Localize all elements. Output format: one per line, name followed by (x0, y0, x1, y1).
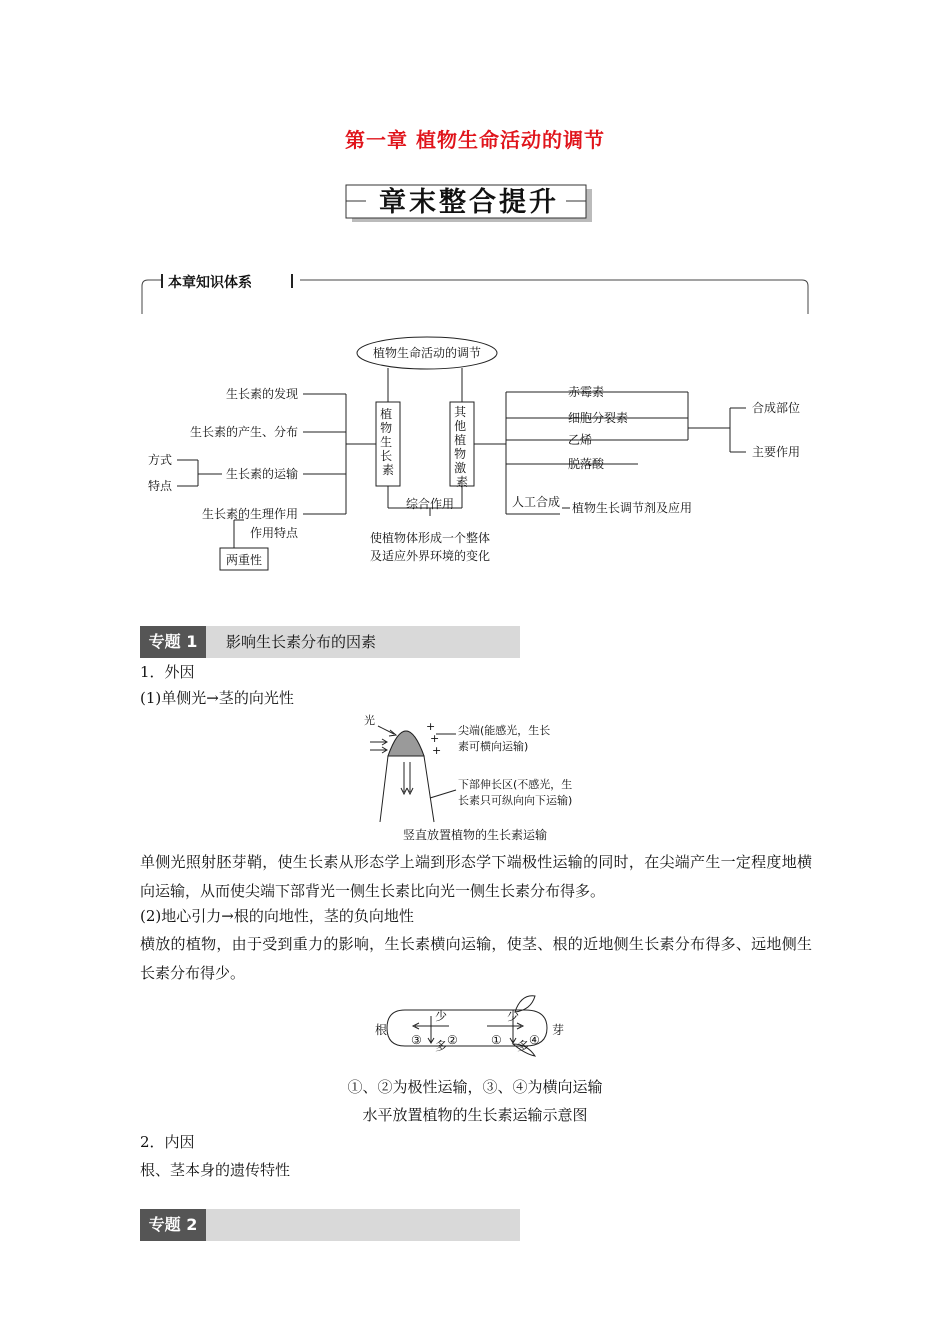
lower-label-line1: 下部伸长区(不感光，生 (458, 778, 573, 791)
light-label: 光 (364, 714, 375, 727)
mark-3: ③ (411, 1033, 422, 1047)
tip-label-line2: 素可横向运输) (458, 740, 529, 753)
artificial-synthesis: 人工合成 (512, 495, 561, 509)
auxin-box: 植 物 生 长 素 (380, 407, 395, 477)
topic1-tag: 专题 1 (140, 626, 206, 658)
svg-text:+: + (432, 744, 442, 757)
hormone-gibberellin: 赤霉素 (568, 385, 605, 399)
hormone-ethylene: 乙烯 (568, 433, 593, 447)
horizontal-plant-figure (375, 990, 575, 1060)
growth-regulators: 植物生长调节剂及应用 (572, 501, 693, 515)
effect-feature: 作用特点 (250, 526, 299, 540)
left-item-production: 生长素的产生、分布 (189, 425, 298, 439)
gravity-heading: (2)地心引力→根的向地性，茎的负向地性 (140, 907, 414, 925)
external-factor-heading: 1．外因 (140, 663, 195, 681)
mark-4: ④ (529, 1033, 540, 1047)
horizontal-figure-caption1: ①、②为极性运输，③、④为横向运输 (347, 1078, 603, 1096)
vertical-plant-caption: 竖直放置植物的生长素运输 (402, 828, 547, 842)
unilateral-light-heading: (1)单侧光→茎的向光性 (140, 689, 294, 707)
topic2-tag: 专题 2 (140, 1209, 206, 1241)
left-item-transport: 生长素的运输 (225, 467, 298, 481)
left-item-discovery: 生长素的发现 (225, 387, 298, 401)
vertical-plant-figure (360, 712, 600, 824)
right-more-label: 多 (517, 1039, 530, 1053)
knowledge-section-title: 本章知识体系 (168, 275, 252, 291)
gravity-paragraph: 横放的植物，由于受到重力的影响，生长素横向运输，使茎、根的近地侧生长素分布得多、远地侧生长素分布得少。 (140, 935, 812, 982)
lower-label-line2: 长素只可纵向向下运输) (458, 794, 573, 807)
internal-factor-heading: 2．内因 (140, 1133, 195, 1151)
left-more-label: 多 (435, 1039, 448, 1053)
tip-label-line1: 尖端(能感光，生长 (458, 724, 551, 737)
topic1-title: 影响生长素分布的因素 (226, 633, 377, 651)
transport-feature: 特点 (148, 479, 173, 493)
combined-result-line2: 及适应外界环境的变化 (369, 549, 491, 563)
internal-factor-text: 根、茎本身的遗传特性 (140, 1161, 291, 1179)
other-hormones-box: 其 他 植 物 激 素 (454, 405, 469, 489)
transport-mode: 方式 (148, 453, 173, 467)
hormone-abscisic-acid: 脱落酸 (568, 457, 605, 471)
bud-label: 芽 (552, 1023, 565, 1037)
mark-1: ① (491, 1033, 502, 1047)
horizontal-figure-caption2: 水平放置植物的生长素运输示意图 (362, 1106, 588, 1124)
left-item-physiology: 生长素的生理作用 (201, 507, 298, 521)
hormone-cytokinin: 细胞分裂素 (568, 411, 629, 425)
hormone-aspect-site: 合成部位 (752, 401, 801, 415)
left-less-label: 少 (435, 1009, 448, 1023)
knowledge-diagram (140, 330, 820, 580)
banner-title: 章末整合提升 (379, 187, 559, 218)
root-label: 根 (375, 1023, 388, 1037)
svg-text:+: + (426, 720, 436, 733)
dual-effect: 两重性 (225, 553, 263, 567)
combined-action: 综合作用 (405, 497, 455, 511)
mark-2: ② (447, 1033, 458, 1047)
hormone-aspect-function: 主要作用 (752, 445, 801, 459)
unilateral-light-paragraph: 单侧光照射胚芽鞘，使生长素从形态学上端到形态学下端极性运输的同时，在尖端产生一定程度地横向运输，从而使尖端下部背光一侧生长素比向光一侧生长素分布得多。 (140, 853, 812, 900)
right-less-label: 少 (507, 1009, 520, 1023)
svg-text:+: + (430, 732, 440, 745)
combined-result-line1: 使植物体形成一个整体 (369, 531, 491, 545)
diagram-root: 植物生命活动的调节 (372, 346, 482, 360)
chapter-title: 第一章 植物生命活动的调节 (345, 128, 605, 152)
